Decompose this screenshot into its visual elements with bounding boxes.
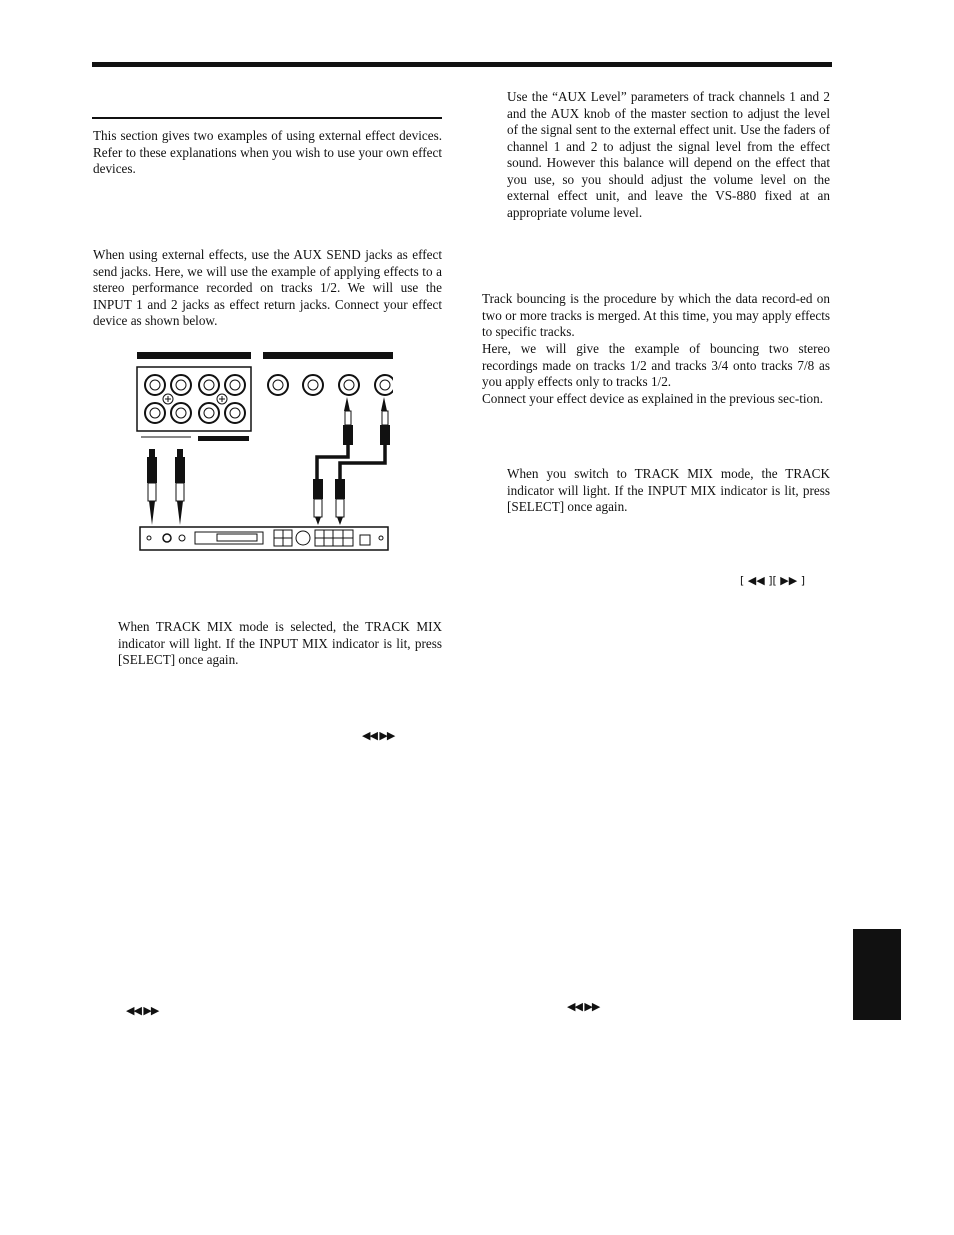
intro-paragraph: This section gives two examples of using external effect devices. Refer to these explanations when you wish to use your own effect devices.: [93, 128, 442, 176]
chapter-tab: [853, 929, 901, 1020]
rear-panel-left: [137, 352, 251, 441]
rear-panel-right: [263, 352, 393, 395]
connection-paragraph: When using external effects, use the AUX SEND jacks as effect send jacks. Here, we will use the example of applying effects to a stereo performance recorded on tracks 1/2. We will use the INPUT 1 and 2 jacks as effect return jacks. Connect your effect device as shown below.: [93, 247, 442, 328]
rewind-ff-bracket-icon: [ ◀◀ ][ ▶▶ ]: [740, 574, 805, 587]
aux-level-paragraph: Use the “AUX Level” parameters of track channels 1 and 2 and the AUX knob of the master section to adjust the level of the signal sent to the external effect unit. Use the faders of channel 1 and 2 to adjust the signal level from the effect sound. However this balance will depend on the effect that you use, so you should adjust the volume level on the external effect unit, and leave the VS-880 fixed at an appropriate volume level.: [507, 89, 830, 220]
rewind-ff-icon: ◀◀ ▶▶: [126, 1004, 159, 1017]
rewind-ff-icon: ◀◀ ▶▶: [362, 729, 395, 742]
aux-send-cables: [147, 449, 185, 525]
track-mix-switch-paragraph: When you switch to TRACK MIX mode, the TRACK indicator will light. If the INPUT MIX indicator is lit, press [SELECT] once again.: [507, 466, 830, 514]
bounce-example-paragraph: Here, we will give the example of bouncing two stereo recordings made on tracks 1/2 and tracks 3/4 onto tracks 7/8 as you apply effects only to tracks 1/2.: [482, 341, 830, 389]
track-mix-note: When TRACK MIX mode is selected, the TRACK MIX indicator will light. If the INPUT MIX indicator is lit, press [SELECT] once again.: [118, 619, 442, 667]
rewind-ff-icon: ◀◀ ▶▶: [567, 1000, 600, 1013]
effect-device: [140, 527, 388, 550]
section-rule: [92, 117, 442, 119]
connection-diagram: [135, 349, 393, 555]
header-rule: [92, 62, 832, 67]
input-return-cables: [313, 397, 390, 525]
bounce-intro-paragraph: Track bouncing is the procedure by which the data record-ed on two or more tracks is merged. At this time, you may apply effects to specific tracks.: [482, 291, 830, 339]
bounce-connect-paragraph: Connect your effect device as explained in the previous sec-tion.: [482, 391, 824, 406]
